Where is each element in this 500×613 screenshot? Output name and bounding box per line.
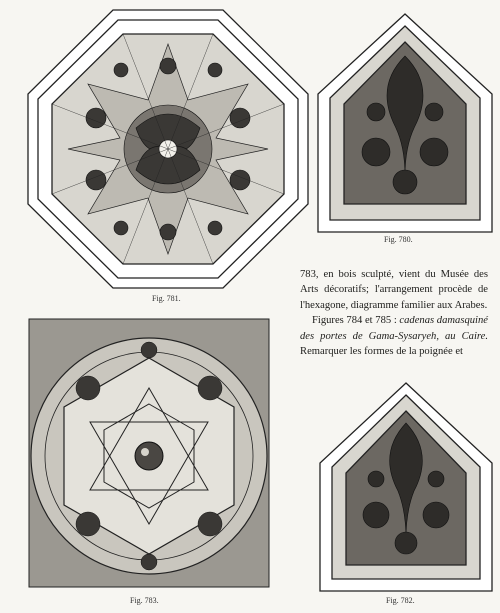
figure-783-square-panel (28, 318, 270, 588)
figure-782-caption: Fig. 782. (386, 596, 415, 605)
figure-780-pointed-panel (316, 12, 494, 234)
paragraph-italic: cadenas damasquiné des portes de Gama-Sysaryeh, au Caire. (300, 315, 488, 342)
paragraph-tail: Remarquer les formes de la poignée et (300, 346, 463, 358)
figure-783-caption: Fig. 783. (130, 596, 159, 605)
figure-780-caption: Fig. 780. (384, 235, 413, 244)
paragraph-784-785 (300, 313, 488, 359)
paragraph-783: 783, en bois sculpté, vient du Musée des Arts décoratifs; l'arrangement procède de l'hexagone, diagramme familier aux Arabes. (300, 269, 488, 311)
figure-781-caption: Fig. 781. (152, 294, 181, 303)
figure-781-octagon-panel (26, 8, 310, 290)
paragraph-lead: Figures 784 et 785 : (312, 315, 400, 327)
figure-782-pointed-panel (318, 381, 494, 593)
body-text (300, 267, 488, 359)
